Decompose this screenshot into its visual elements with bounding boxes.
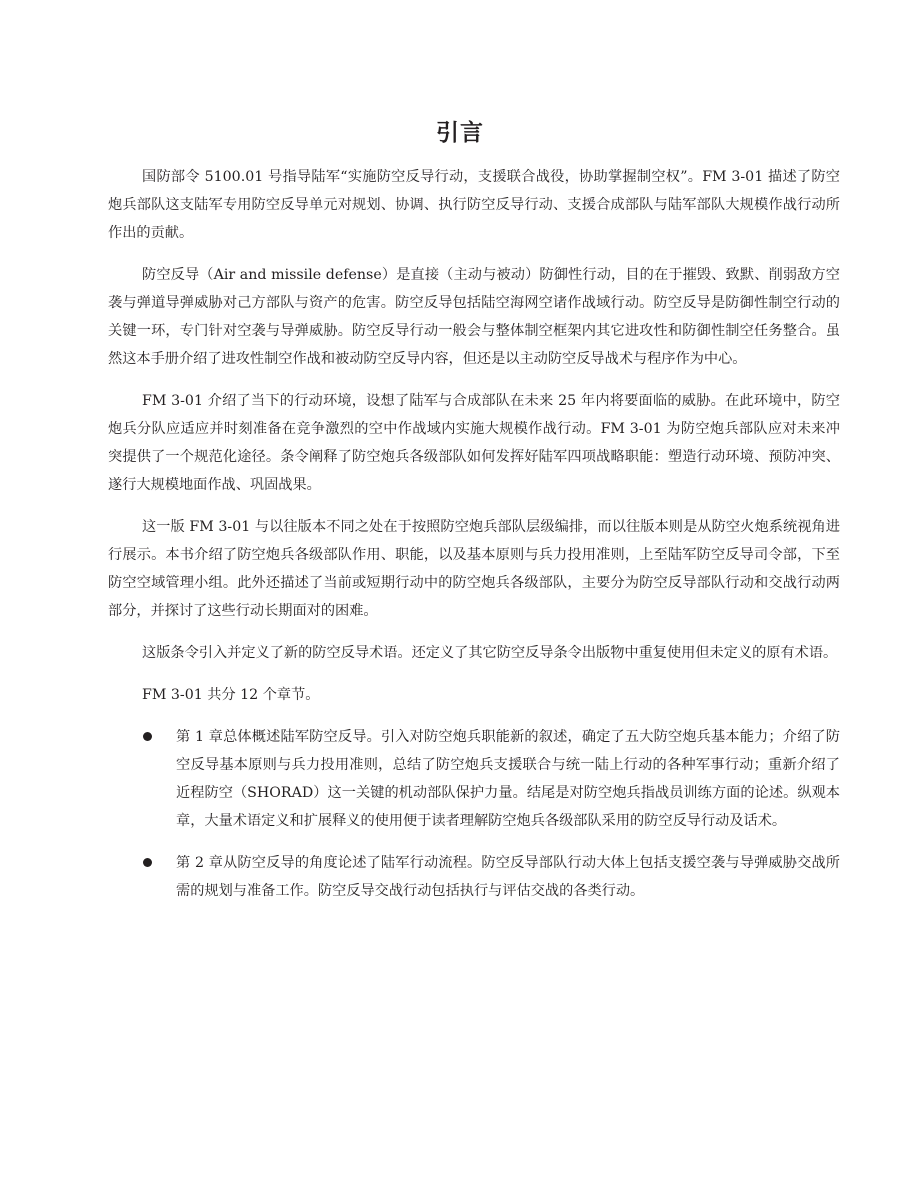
bullet-icon (143, 858, 152, 867)
page-title: 引言 (436, 120, 484, 146)
paragraph: 这版条令引入并定义了新的防空反导术语。还定义了其它防空反导条令出版物中重复使用但未定义的原有术语。 (142, 645, 838, 661)
chapter-list (108, 723, 840, 905)
paragraph: FM 3-01 介绍了当下的行动环境，设想了陆军与合成部队在未来 25 年内将要面临的威胁。在此环境中，防空炮兵分队应适应并时刻准备在竞争激烈的空中作战域内实施大规模作战行动。FM 3-01 为防空炮兵部队应对未来冲突提供了一个规范化途径。条令阐释了防空炮兵各级部队如何发挥好陆军四项战略职能：塑造行动环境、预防冲突、遂行大规模地面作战、巩固战果。 (108, 393, 840, 493)
list-item (108, 849, 840, 905)
list-item-text: 第 1 章总体概述陆军防空反导。引入对防空炮兵职能新的叙述，确定了五大防空炮兵基本能力；介绍了防空反导基本原则与兵力投用准则，总结了防空炮兵支援联合与统一陆上行动的各种军事行动；重新介绍了近程防空（SHORAD）这一关键的机动部队保护力量。结尾是对防空炮兵指战员训练方面的论述。纵观本章，大量术语定义和扩展释义的使用便于读者理解防空炮兵各级部队采用的防空反导行动及话术。 (176, 729, 840, 829)
list-item (108, 723, 840, 835)
paragraph: 这一版 FM 3-01 与以往版本不同之处在于按照防空炮兵部队层级编排，而以往版本则是从防空火炮系统视角进行展示。本书介绍了防空炮兵各级部队作用、职能，以及基本原则与兵力投用准则，上至陆军防空反导司令部，下至防空空域管理小组。此外还描述了当前或短期行动中的防空炮兵各级部队，主要分为防空反导部队行动和交战行动两部分，并探讨了这些行动长期面对的困难。 (108, 519, 840, 619)
bullet-icon (143, 732, 152, 741)
document-body (108, 163, 840, 919)
paragraph: 国防部令 5100.01 号指导陆军“实施防空反导行动，支援联合战役，协助掌握制空权”。FM 3-01 描述了防空炮兵部队这支陆军专用防空反导单元对规划、协调、执行防空反导行动、支援合成部队与陆军部队大规模作战行动所作出的贡献。 (108, 169, 840, 241)
list-item-text: 第 2 章从防空反导的角度论述了陆军行动流程。防空反导部队行动大体上包括支援空袭与导弹威胁交战所需的规划与准备工作。防空反导交战行动包括执行与评估交战的各类行动。 (176, 855, 840, 899)
paragraph: 防空反导（Air and missile defense）是直接（主动与被动）防御性行动，目的在于摧毁、致默、削弱敌方空袭与弹道导弹威胁对己方部队与资产的危害。防空反导包括陆空海网空诸作战域行动。防空反导是防御性制空行动的关键一环，专门针对空袭与导弹威胁。防空反导行动一般会与整体制空框架内其它进攻性和防御性制空任务整合。虽然这本手册介绍了进攻性制空作战和被动防空反导内容，但还是以主动防空反导战术与程序作为中心。 (108, 267, 840, 367)
paragraph: FM 3-01 共分 12 个章节。 (142, 687, 320, 703)
